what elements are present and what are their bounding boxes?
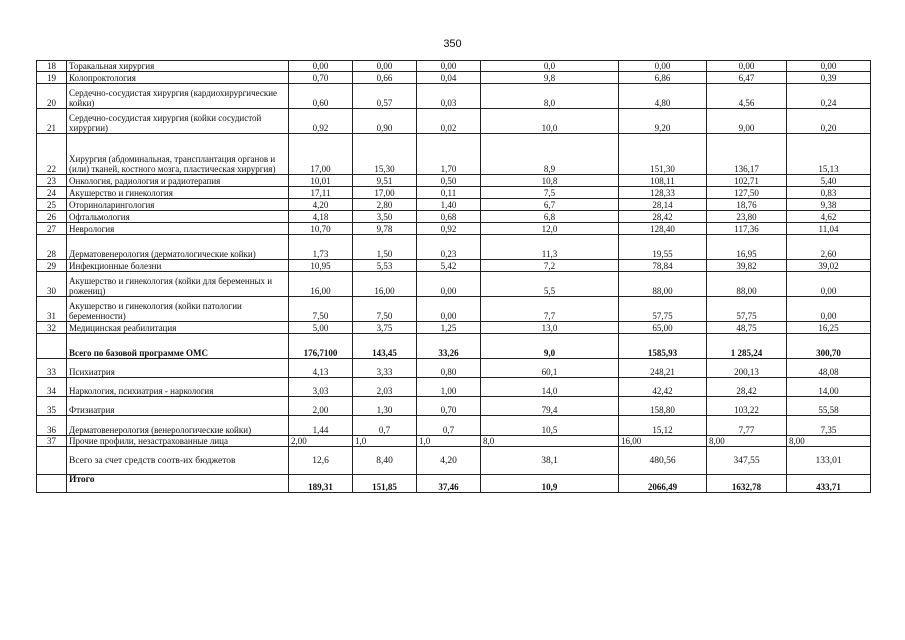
- row-profile-name: Дерматовенерология (венерологические койки): [67, 416, 289, 436]
- row-value-5: 57,75: [619, 297, 707, 322]
- row-value-3: 1,00: [417, 378, 481, 397]
- row-profile-name: Фтизиатрия: [67, 397, 289, 416]
- table-row: [37, 297, 871, 322]
- row-value-6: 8,00: [707, 436, 787, 447]
- row-value-1: 4,20: [289, 199, 353, 211]
- row-value-5: 2066,49: [619, 475, 707, 493]
- row-value-2: 143,45: [353, 334, 417, 359]
- row-value-7: 0,00: [787, 61, 871, 72]
- row-value-5: 1585,93: [619, 334, 707, 359]
- table-row: [37, 322, 871, 334]
- table-row: [37, 272, 871, 297]
- row-profile-name: Психиатрия: [67, 359, 289, 378]
- row-value-7: 0,00: [787, 272, 871, 297]
- row-value-3: 0,92: [417, 223, 481, 235]
- table-row: [37, 61, 871, 72]
- table-row: [37, 223, 871, 235]
- row-value-2: 15,30: [353, 134, 417, 175]
- row-value-7: 0,20: [787, 109, 871, 134]
- row-value-4: 7,5: [481, 187, 619, 199]
- row-number: 33: [37, 359, 67, 378]
- row-value-4: 38,1: [481, 447, 619, 475]
- row-number: 23: [37, 175, 67, 187]
- row-value-6: 102,71: [707, 175, 787, 187]
- row-value-5: 480,56: [619, 447, 707, 475]
- row-value-2: 9,51: [353, 175, 417, 187]
- row-value-4: 11,3: [481, 235, 619, 260]
- row-profile-name: Прочие профили, незастрахованные лица: [67, 436, 289, 447]
- row-value-6: 23,80: [707, 211, 787, 223]
- row-value-2: 2,03: [353, 378, 417, 397]
- row-value-6: 18,76: [707, 199, 787, 211]
- row-profile-name: Неврология: [67, 223, 289, 235]
- row-value-2: 1,50: [353, 235, 417, 260]
- row-number: 35: [37, 397, 67, 416]
- row-number: 21: [37, 109, 67, 134]
- row-value-2: 5,53: [353, 260, 417, 272]
- row-profile-name: Колопроктология: [67, 72, 289, 84]
- row-value-2: 0,90: [353, 109, 417, 134]
- row-value-2: 0,57: [353, 84, 417, 109]
- row-value-4: 10,8: [481, 175, 619, 187]
- row-number: 29: [37, 260, 67, 272]
- row-value-5: 19,55: [619, 235, 707, 260]
- row-value-7: 0,00: [787, 297, 871, 322]
- row-value-4: 10,0: [481, 109, 619, 134]
- row-value-3: 0,50: [417, 175, 481, 187]
- row-profile-name: Акушерство и гинекология: [67, 187, 289, 199]
- row-number: 32: [37, 322, 67, 334]
- row-value-6: 136,17: [707, 134, 787, 175]
- row-value-1: 17,11: [289, 187, 353, 199]
- row-number: 28: [37, 235, 67, 260]
- row-value-3: 1,40: [417, 199, 481, 211]
- row-value-1: 17,00: [289, 134, 353, 175]
- row-value-6: 6,47: [707, 72, 787, 84]
- row-number: 22: [37, 134, 67, 175]
- table-row: [37, 134, 871, 175]
- row-value-4: 10,9: [481, 475, 619, 493]
- row-value-3: 0,00: [417, 61, 481, 72]
- row-value-1: 10,70: [289, 223, 353, 235]
- table-row: [37, 187, 871, 199]
- row-value-2: 16,00: [353, 272, 417, 297]
- row-value-7: 48,08: [787, 359, 871, 378]
- row-value-1: 0,70: [289, 72, 353, 84]
- table-row: [37, 211, 871, 223]
- row-value-6: 127,50: [707, 187, 787, 199]
- row-value-5: 88,00: [619, 272, 707, 297]
- table-row: [37, 447, 871, 475]
- page-number: 350: [443, 38, 462, 50]
- row-value-6: 7,77: [707, 416, 787, 436]
- row-value-2: 17,00: [353, 187, 417, 199]
- row-value-6: 39,82: [707, 260, 787, 272]
- row-number: 31: [37, 297, 67, 322]
- row-value-4: 8,0: [481, 436, 619, 447]
- table-row: [37, 436, 871, 447]
- row-value-1: 5,00: [289, 322, 353, 334]
- row-value-2: 1,0: [353, 436, 417, 447]
- row-value-1: 7,50: [289, 297, 353, 322]
- row-profile-name: Всего за счет средств соотв-их бюджетов: [67, 447, 289, 475]
- row-number: 18: [37, 61, 67, 72]
- row-value-4: 9,8: [481, 72, 619, 84]
- row-value-1: 0,92: [289, 109, 353, 134]
- row-profile-name: Итого: [67, 475, 289, 493]
- table-row: [37, 475, 871, 493]
- row-value-3: 0,23: [417, 235, 481, 260]
- row-value-6: 103,22: [707, 397, 787, 416]
- row-value-7: 4,62: [787, 211, 871, 223]
- row-value-2: 7,50: [353, 297, 417, 322]
- row-value-7: 2,60: [787, 235, 871, 260]
- table-row: [37, 260, 871, 272]
- row-value-6: 0,00: [707, 61, 787, 72]
- row-value-5: 65,00: [619, 322, 707, 334]
- row-value-2: 9,78: [353, 223, 417, 235]
- row-profile-name: Офтальмология: [67, 211, 289, 223]
- row-profile-name: Дерматовенерология (дерматологические койки): [67, 235, 289, 260]
- row-value-1: 10,95: [289, 260, 353, 272]
- row-value-6: 28,42: [707, 378, 787, 397]
- row-value-4: 0,0: [481, 61, 619, 72]
- row-value-5: 15,12: [619, 416, 707, 436]
- row-value-1: 12,6: [289, 447, 353, 475]
- row-profile-name: Торакальная хирургия: [67, 61, 289, 72]
- row-profile-name: Акушерство и гинекология (койки патологии беременности): [67, 297, 289, 322]
- row-value-5: 78,84: [619, 260, 707, 272]
- row-value-7: 300,70: [787, 334, 871, 359]
- row-profile-name: Инфекционные болезни: [67, 260, 289, 272]
- row-value-6: 347,55: [707, 447, 787, 475]
- row-value-1: 1,73: [289, 235, 353, 260]
- row-number: 30: [37, 272, 67, 297]
- row-value-1: 0,00: [289, 61, 353, 72]
- row-number: 24: [37, 187, 67, 199]
- row-value-3: 4,20: [417, 447, 481, 475]
- table-row: [37, 334, 871, 359]
- row-value-6: 16,95: [707, 235, 787, 260]
- row-value-1: 3,03: [289, 378, 353, 397]
- row-value-4: 8,9: [481, 134, 619, 175]
- row-number: 36: [37, 416, 67, 436]
- table-row: [37, 84, 871, 109]
- row-value-1: 0,60: [289, 84, 353, 109]
- row-value-7: 15,13: [787, 134, 871, 175]
- row-number: 27: [37, 223, 67, 235]
- row-value-3: 0,80: [417, 359, 481, 378]
- row-value-1: 2,00: [289, 436, 353, 447]
- row-value-3: 0,00: [417, 297, 481, 322]
- row-number: 19: [37, 72, 67, 84]
- table-row: [37, 199, 871, 211]
- row-value-4: 9,0: [481, 334, 619, 359]
- row-value-5: 151,30: [619, 134, 707, 175]
- row-value-3: 0,68: [417, 211, 481, 223]
- row-value-5: 0,00: [619, 61, 707, 72]
- table-row: [37, 109, 871, 134]
- row-value-2: 3,50: [353, 211, 417, 223]
- row-value-7: 433,71: [787, 475, 871, 493]
- row-value-3: 37,46: [417, 475, 481, 493]
- row-value-3: 1,70: [417, 134, 481, 175]
- row-value-4: 7,2: [481, 260, 619, 272]
- row-number: 34: [37, 378, 67, 397]
- row-value-4: 60,1: [481, 359, 619, 378]
- row-value-2: 1,30: [353, 397, 417, 416]
- row-value-7: 0,83: [787, 187, 871, 199]
- row-value-6: 48,75: [707, 322, 787, 334]
- row-value-5: 16,00: [619, 436, 707, 447]
- row-value-6: 88,00: [707, 272, 787, 297]
- row-value-5: 108,11: [619, 175, 707, 187]
- row-value-4: 6,7: [481, 199, 619, 211]
- row-value-2: 0,7: [353, 416, 417, 436]
- row-value-6: 9,00: [707, 109, 787, 134]
- row-number: [37, 447, 67, 475]
- row-value-2: 2,80: [353, 199, 417, 211]
- row-value-4: 12,0: [481, 223, 619, 235]
- row-profile-name: Онкология, радиология и радиотерапия: [67, 175, 289, 187]
- row-value-7: 8,00: [787, 436, 871, 447]
- row-value-5: 42,42: [619, 378, 707, 397]
- row-value-5: 28,14: [619, 199, 707, 211]
- row-value-4: 6,8: [481, 211, 619, 223]
- row-value-1: 10,01: [289, 175, 353, 187]
- row-value-2: 3,33: [353, 359, 417, 378]
- row-value-7: 16,25: [787, 322, 871, 334]
- row-value-3: 33,26: [417, 334, 481, 359]
- row-value-3: 0,04: [417, 72, 481, 84]
- row-value-3: 1,0: [417, 436, 481, 447]
- row-value-6: 1632,78: [707, 475, 787, 493]
- row-profile-name: Всего по базовой программе ОМС: [67, 334, 289, 359]
- row-value-6: 117,36: [707, 223, 787, 235]
- row-value-5: 6,86: [619, 72, 707, 84]
- row-value-5: 128,33: [619, 187, 707, 199]
- row-value-7: 7,35: [787, 416, 871, 436]
- row-number: 37: [37, 436, 67, 447]
- row-number: 25: [37, 199, 67, 211]
- row-value-7: 14,00: [787, 378, 871, 397]
- row-number: [37, 334, 67, 359]
- row-value-5: 9,20: [619, 109, 707, 134]
- row-profile-name: Сердечно-сосудистая хирургия (койки сосудистой хирургии): [67, 109, 289, 134]
- table-row: [37, 175, 871, 187]
- row-value-1: 4,18: [289, 211, 353, 223]
- row-value-3: 0,00: [417, 272, 481, 297]
- row-value-1: 189,31: [289, 475, 353, 493]
- row-value-7: 55,58: [787, 397, 871, 416]
- row-value-7: 0,39: [787, 72, 871, 84]
- row-value-4: 8,0: [481, 84, 619, 109]
- table-row: [37, 397, 871, 416]
- row-value-7: 11,04: [787, 223, 871, 235]
- table-row: [37, 359, 871, 378]
- row-value-6: 1 285,24: [707, 334, 787, 359]
- row-value-3: 1,25: [417, 322, 481, 334]
- row-value-5: 28,42: [619, 211, 707, 223]
- row-profile-name: Сердечно-сосудистая хирургия (кардиохирургические койки): [67, 84, 289, 109]
- row-value-4: 13,0: [481, 322, 619, 334]
- row-number: [37, 475, 67, 493]
- row-value-6: 4,56: [707, 84, 787, 109]
- row-value-4: 14,0: [481, 378, 619, 397]
- row-value-2: 151,85: [353, 475, 417, 493]
- row-value-1: 16,00: [289, 272, 353, 297]
- row-profile-name: Хирургия (абдоминальная, трансплантация органов и (или) тканей, костного мозга, пластическая хирургия): [67, 134, 289, 175]
- row-value-1: 2,00: [289, 397, 353, 416]
- row-profile-name: Медицинская реабилитация: [67, 322, 289, 334]
- row-profile-name: Акушерство и гинекология (койки для беременных и рожениц): [67, 272, 289, 297]
- row-value-7: 39,02: [787, 260, 871, 272]
- table-row: [37, 416, 871, 436]
- row-value-4: 10,5: [481, 416, 619, 436]
- row-value-1: 1,44: [289, 416, 353, 436]
- row-value-5: 4,80: [619, 84, 707, 109]
- row-value-3: 0,03: [417, 84, 481, 109]
- row-value-3: 0,70: [417, 397, 481, 416]
- row-number: 26: [37, 211, 67, 223]
- row-value-2: 0,66: [353, 72, 417, 84]
- row-value-2: 3,75: [353, 322, 417, 334]
- row-profile-name: Наркология, психиатрия - наркология: [67, 378, 289, 397]
- row-value-3: 0,11: [417, 187, 481, 199]
- row-value-4: 7,7: [481, 297, 619, 322]
- row-value-1: 4,13: [289, 359, 353, 378]
- row-value-7: 0,24: [787, 84, 871, 109]
- row-value-5: 158,80: [619, 397, 707, 416]
- row-value-5: 128,40: [619, 223, 707, 235]
- row-value-5: 248,21: [619, 359, 707, 378]
- row-value-3: 0,7: [417, 416, 481, 436]
- row-value-6: 200,13: [707, 359, 787, 378]
- table-row: [37, 378, 871, 397]
- row-number: 20: [37, 84, 67, 109]
- row-value-6: 57,75: [707, 297, 787, 322]
- beds-table: [36, 60, 871, 493]
- row-value-4: 5,5: [481, 272, 619, 297]
- row-profile-name: Оториноларингология: [67, 199, 289, 211]
- row-value-7: 9,38: [787, 199, 871, 211]
- row-value-3: 0,02: [417, 109, 481, 134]
- table-row: [37, 72, 871, 84]
- row-value-2: 8,40: [353, 447, 417, 475]
- row-value-7: 5,40: [787, 175, 871, 187]
- row-value-7: 133,01: [787, 447, 871, 475]
- row-value-1: 176,7100: [289, 334, 353, 359]
- row-value-4: 79,4: [481, 397, 619, 416]
- row-value-2: 0,00: [353, 61, 417, 72]
- table-row: [37, 235, 871, 260]
- row-value-3: 5,42: [417, 260, 481, 272]
